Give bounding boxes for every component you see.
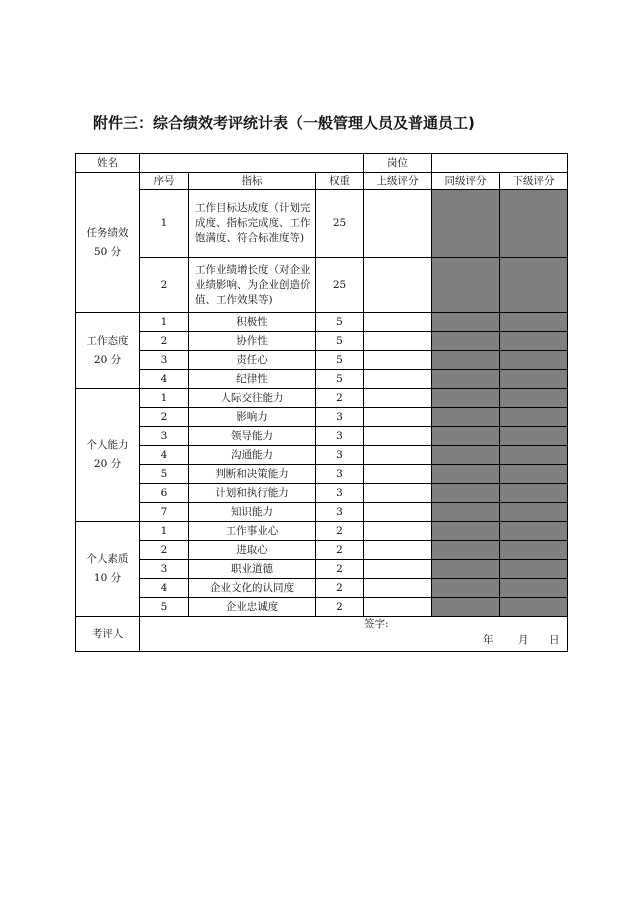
weight-cell: 3 [316, 484, 364, 503]
seq-cell: 1 [140, 389, 189, 408]
peer-score-cell[interactable] [432, 389, 500, 408]
peer-score-cell[interactable] [432, 313, 500, 332]
subordinate-score-cell[interactable] [500, 446, 568, 465]
superior-score-cell[interactable] [364, 427, 432, 446]
peer-score-cell[interactable] [432, 579, 500, 598]
weight-cell: 2 [316, 522, 364, 541]
superior-score-cell[interactable] [364, 389, 432, 408]
table-row [76, 258, 568, 313]
peer-score-cell[interactable] [432, 351, 500, 370]
seq-cell: 3 [140, 427, 189, 446]
subordinate-score-cell[interactable] [500, 408, 568, 427]
table-row [76, 522, 568, 541]
date-day-label: 日 [549, 634, 560, 646]
weight-cell: 25 [316, 258, 364, 313]
indicator-cell: 工作事业心 [189, 522, 316, 541]
category-points: 10 分 [93, 572, 122, 584]
seq-cell: 4 [140, 446, 189, 465]
category-points: 20 分 [93, 458, 122, 470]
subordinate-score-cell[interactable] [500, 190, 568, 258]
superior-score-cell[interactable] [364, 258, 432, 313]
seq-cell: 6 [140, 484, 189, 503]
subordinate-score-cell[interactable] [500, 258, 568, 313]
superior-score-header: 上级评分 [364, 173, 432, 190]
indicator-cell: 工作目标达成度（计划完成度、指标完成度、工作饱满度、符合标准度等) [189, 190, 316, 258]
indicator-cell: 工作业绩增长度（对企业业绩影响、为企业创造价值、工作效果等) [189, 258, 316, 313]
superior-score-cell[interactable] [364, 579, 432, 598]
name-label: 姓名 [76, 154, 140, 173]
seq-cell: 1 [140, 522, 189, 541]
weight-cell: 5 [316, 370, 364, 389]
post-label: 岗位 [364, 154, 432, 173]
subordinate-score-cell[interactable] [500, 465, 568, 484]
weight-cell: 3 [316, 503, 364, 522]
peer-score-cell[interactable] [432, 560, 500, 579]
seq-cell: 1 [140, 313, 189, 332]
superior-score-cell[interactable] [364, 465, 432, 484]
header-row-name [76, 154, 568, 173]
peer-score-cell[interactable] [432, 408, 500, 427]
category-name: 个人素质 [86, 553, 129, 565]
peer-score-cell[interactable] [432, 190, 500, 258]
table-row [76, 351, 568, 370]
peer-score-header: 同级评分 [432, 173, 500, 190]
subordinate-score-cell[interactable] [500, 370, 568, 389]
indicator-cell: 企业忠诚度 [189, 598, 316, 617]
superior-score-cell[interactable] [364, 560, 432, 579]
table-row [76, 332, 568, 351]
table-row [76, 465, 568, 484]
weight-cell: 2 [316, 389, 364, 408]
signature-label: 签字: [364, 618, 389, 630]
weight-cell: 2 [316, 560, 364, 579]
table-row [76, 389, 568, 408]
peer-score-cell[interactable] [432, 446, 500, 465]
superior-score-cell[interactable] [364, 190, 432, 258]
post-field[interactable] [432, 154, 568, 173]
superior-score-cell[interactable] [364, 446, 432, 465]
weight-cell: 25 [316, 190, 364, 258]
weight-cell: 3 [316, 446, 364, 465]
superior-score-cell[interactable] [364, 541, 432, 560]
seq-cell: 1 [140, 190, 189, 258]
peer-score-cell[interactable] [432, 465, 500, 484]
superior-score-cell[interactable] [364, 408, 432, 427]
evaluator-label: 考评人 [76, 617, 140, 652]
indicator-cell: 领导能力 [189, 427, 316, 446]
subordinate-score-cell[interactable] [500, 579, 568, 598]
signature-cell[interactable] [140, 617, 568, 652]
peer-score-cell[interactable] [432, 332, 500, 351]
weight-cell: 2 [316, 541, 364, 560]
subordinate-score-header: 下级评分 [500, 173, 568, 190]
category-cell [76, 522, 140, 617]
subordinate-score-cell[interactable] [500, 313, 568, 332]
subordinate-score-cell[interactable] [500, 332, 568, 351]
subordinate-score-cell[interactable] [500, 503, 568, 522]
weight-cell: 2 [316, 598, 364, 617]
indicator-cell: 职业道德 [189, 560, 316, 579]
indicator-cell: 影响力 [189, 408, 316, 427]
weight-cell: 3 [316, 465, 364, 484]
seq-cell: 3 [140, 351, 189, 370]
peer-score-cell[interactable] [432, 522, 500, 541]
table-row [76, 579, 568, 598]
indicator-cell: 进取心 [189, 541, 316, 560]
superior-score-cell[interactable] [364, 370, 432, 389]
evaluator-row [76, 617, 568, 652]
name-field[interactable] [140, 154, 364, 173]
indicator-header: 指标 [189, 173, 316, 190]
peer-score-cell[interactable] [432, 370, 500, 389]
seq-cell: 4 [140, 370, 189, 389]
category-cell [76, 389, 140, 522]
indicator-cell: 积极性 [189, 313, 316, 332]
weight-cell: 3 [316, 408, 364, 427]
indicator-cell: 沟通能力 [189, 446, 316, 465]
category-name: 任务绩效 [86, 226, 129, 239]
weight-header: 权重 [316, 173, 364, 190]
peer-score-cell[interactable] [432, 541, 500, 560]
date-month-label: 月 [518, 634, 529, 646]
category-points: 20 分 [93, 353, 122, 366]
table-row [76, 503, 568, 522]
seq-cell: 2 [140, 408, 189, 427]
category-points: 50 分 [93, 245, 122, 258]
seq-header: 序号 [140, 173, 189, 190]
superior-score-cell[interactable] [364, 484, 432, 503]
category-name: 个人能力 [86, 439, 129, 451]
subordinate-score-cell[interactable] [500, 389, 568, 408]
weight-cell: 3 [316, 427, 364, 446]
seq-cell: 5 [140, 598, 189, 617]
superior-score-cell[interactable] [364, 503, 432, 522]
table-row [76, 427, 568, 446]
subordinate-score-cell[interactable] [500, 484, 568, 503]
indicator-cell: 判断和决策能力 [189, 465, 316, 484]
peer-score-cell[interactable] [432, 427, 500, 446]
date-year-label: 年 [483, 634, 494, 646]
evaluation-table [75, 153, 568, 652]
indicator-cell: 纪律性 [189, 370, 316, 389]
subordinate-score-cell[interactable] [500, 427, 568, 446]
seq-cell: 2 [140, 541, 189, 560]
document-title: 附件三：综合绩效考评统计表（一般管理人员及普通员工) [93, 114, 475, 132]
category-name: 工作态度 [86, 334, 129, 347]
indicator-cell: 人际交往能力 [189, 389, 316, 408]
subordinate-score-cell[interactable] [500, 560, 568, 579]
subordinate-score-cell[interactable] [500, 541, 568, 560]
indicator-cell: 责任心 [189, 351, 316, 370]
superior-score-cell[interactable] [364, 332, 432, 351]
table-row [76, 408, 568, 427]
table-row [76, 484, 568, 503]
category-cell [76, 173, 140, 313]
seq-cell: 4 [140, 579, 189, 598]
indicator-cell: 企业文化的认同度 [189, 579, 316, 598]
superior-score-cell[interactable] [364, 598, 432, 617]
seq-cell: 3 [140, 560, 189, 579]
category-cell [76, 313, 140, 389]
table-row [76, 446, 568, 465]
seq-cell: 2 [140, 258, 189, 313]
indicator-cell: 知识能力 [189, 503, 316, 522]
superior-score-cell[interactable] [364, 522, 432, 541]
table-row [76, 190, 568, 258]
column-header-row [76, 173, 568, 190]
indicator-cell: 计划和执行能力 [189, 484, 316, 503]
seq-cell: 7 [140, 503, 189, 522]
peer-score-cell[interactable] [432, 258, 500, 313]
peer-score-cell[interactable] [432, 598, 500, 617]
weight-cell: 2 [316, 579, 364, 598]
weight-cell: 5 [316, 313, 364, 332]
table-row [76, 313, 568, 332]
table-row [76, 560, 568, 579]
superior-score-cell[interactable] [364, 313, 432, 332]
seq-cell: 2 [140, 332, 189, 351]
subordinate-score-cell[interactable] [500, 598, 568, 617]
superior-score-cell[interactable] [364, 351, 432, 370]
table-row [76, 541, 568, 560]
table-row [76, 598, 568, 617]
subordinate-score-cell[interactable] [500, 522, 568, 541]
weight-cell: 5 [316, 332, 364, 351]
peer-score-cell[interactable] [432, 484, 500, 503]
subordinate-score-cell[interactable] [500, 351, 568, 370]
table-row [76, 370, 568, 389]
indicator-cell: 协作性 [189, 332, 316, 351]
peer-score-cell[interactable] [432, 503, 500, 522]
seq-cell: 5 [140, 465, 189, 484]
weight-cell: 5 [316, 351, 364, 370]
